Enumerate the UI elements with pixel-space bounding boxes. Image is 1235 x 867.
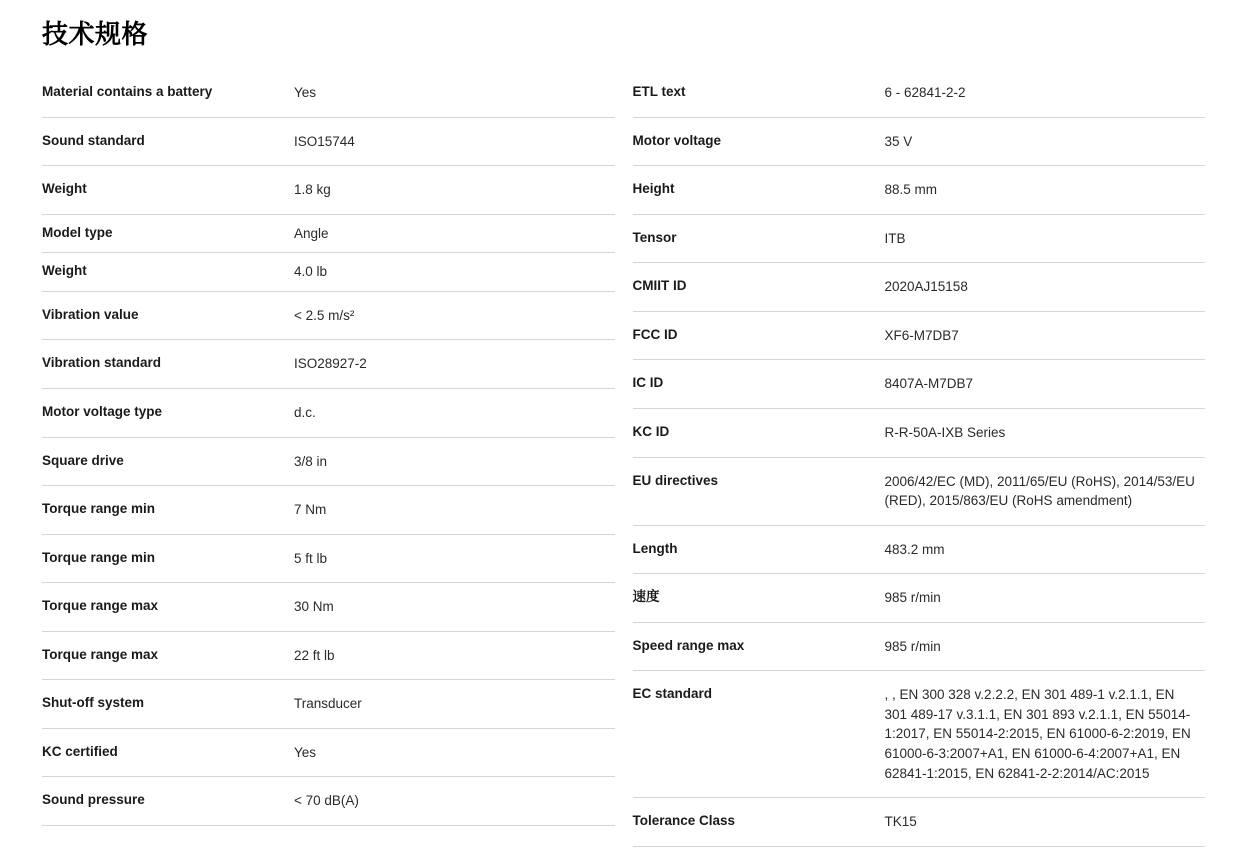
spec-row [633,458,1206,526]
spec-label: Speed range max [632,637,745,653]
spec-label: Motor voltage [632,132,722,148]
spec-row [633,360,1206,409]
spec-value: 6 - 62841-2-2 [884,85,966,100]
spec-label: Weight [42,181,87,197]
specifications-left-column [42,69,615,826]
spec-label: Sound standard [42,132,145,148]
spec-row [633,166,1206,215]
spec-label: Height [632,181,675,197]
spec-row [633,215,1206,264]
spec-row [633,574,1206,623]
spec-row [633,623,1206,672]
spec-row [42,777,615,826]
spec-value: 5 ft lb [294,550,328,566]
spec-label: Weight [42,263,87,279]
spec-value: 2020AJ15158 [884,279,968,295]
spec-row [633,798,1206,847]
spec-row [42,486,615,535]
spec-value: 7 Nm [294,502,327,518]
spec-row [42,118,615,167]
spec-value: XF6-M7DB7 [884,327,959,343]
spec-label: EU directives [632,472,719,488]
spec-row [633,69,1206,118]
spec-value: ISO15744 [294,133,355,149]
spec-label: Torque range min [42,501,156,517]
spec-label: IC ID [632,375,664,391]
spec-row [633,263,1206,312]
spec-row [633,312,1206,361]
spec-row [42,729,615,778]
specifications-columns [30,69,1205,847]
page-title: 技术规格 [42,19,149,49]
spec-label: Material contains a battery [42,84,213,99]
spec-value: ISO28927-2 [294,356,367,372]
spec-label: Torque range max [42,646,159,662]
spec-row [633,118,1206,167]
spec-label: KC certified [42,743,118,759]
spec-value: 88.5 mm [884,182,938,198]
spec-row [633,671,1206,798]
spec-row [42,389,615,438]
spec-row [42,340,615,389]
spec-value: 2006/42/EC (MD), 2011/65/EU (RoHS), 2014/53/EU (RED), 2015/863/EU (RoHS amendment) [884,473,1195,509]
spec-label: CMIIT ID [632,278,687,294]
spec-label: Torque range min [42,549,156,565]
spec-value: < 70 dB(A) [294,793,359,809]
spec-label: 速度 [632,589,660,605]
spec-label: EC standard [632,686,713,702]
spec-value: 3/8 in [294,453,328,469]
spec-row [633,409,1206,458]
spec-label: Tensor [632,229,677,245]
spec-value: 1.8 kg [294,182,331,198]
spec-row [42,215,615,254]
spec-value: TK15 [884,814,917,830]
spec-row [42,166,615,215]
spec-row [42,680,615,729]
spec-label: FCC ID [632,326,678,342]
spec-value: 483.2 mm [884,541,945,557]
spec-row [42,292,615,341]
spec-value: Angle [294,225,329,241]
spec-value: < 2.5 m/s² [294,307,355,323]
spec-value: 4.0 lb [294,264,328,280]
spec-value: 30 Nm [294,599,334,615]
spec-row [42,438,615,487]
spec-row [42,253,615,292]
spec-value: 985 r/min [884,638,941,654]
spec-label: Model type [42,224,113,240]
spec-row [42,632,615,681]
spec-label: Sound pressure [42,792,145,808]
spec-value: Yes [294,744,317,760]
spec-value: , , EN 300 328 v.2.2.2, EN 301 489-1 v.2.1.1, EN 301 489-17 v.3.1.1, EN 301 893 v.2.1.1, EN 55014-1:2017, EN 55014-2:2015, EN 61000-6-2:2019, EN 61000-6-3:2007+A1, EN 61000-6-4:2007+A1, EN 62841-1:2015, EN 62841-2-2:2014/AC:2015 [884,687,1191,781]
spec-label: Vibration standard [42,355,162,371]
spec-row [633,526,1206,575]
spec-value: d.c. [294,404,316,420]
spec-label: ETL text [632,84,686,99]
spec-row [42,535,615,584]
spec-label: Length [632,540,678,556]
spec-value: 35 V [884,133,913,149]
spec-value: 22 ft lb [294,647,335,663]
spec-label: Vibration value [42,306,139,322]
spec-value: R-R-50A-IXB Series [884,424,1006,440]
spec-label: KC ID [632,423,670,439]
spec-label: Shut-off system [42,695,145,711]
spec-value: ITB [884,230,906,246]
spec-label: Torque range max [42,598,159,614]
spec-label: Square drive [42,452,124,468]
spec-label: Tolerance Class [632,813,736,829]
specifications-right-column [633,69,1206,847]
spec-value: Yes [294,85,317,100]
spec-value: 985 r/min [884,590,941,606]
spec-row [42,69,615,118]
spec-value: Transducer [294,696,362,712]
spec-label: Motor voltage type [42,403,163,419]
spec-value: 8407A-M7DB7 [884,376,974,392]
spec-row [42,583,615,632]
